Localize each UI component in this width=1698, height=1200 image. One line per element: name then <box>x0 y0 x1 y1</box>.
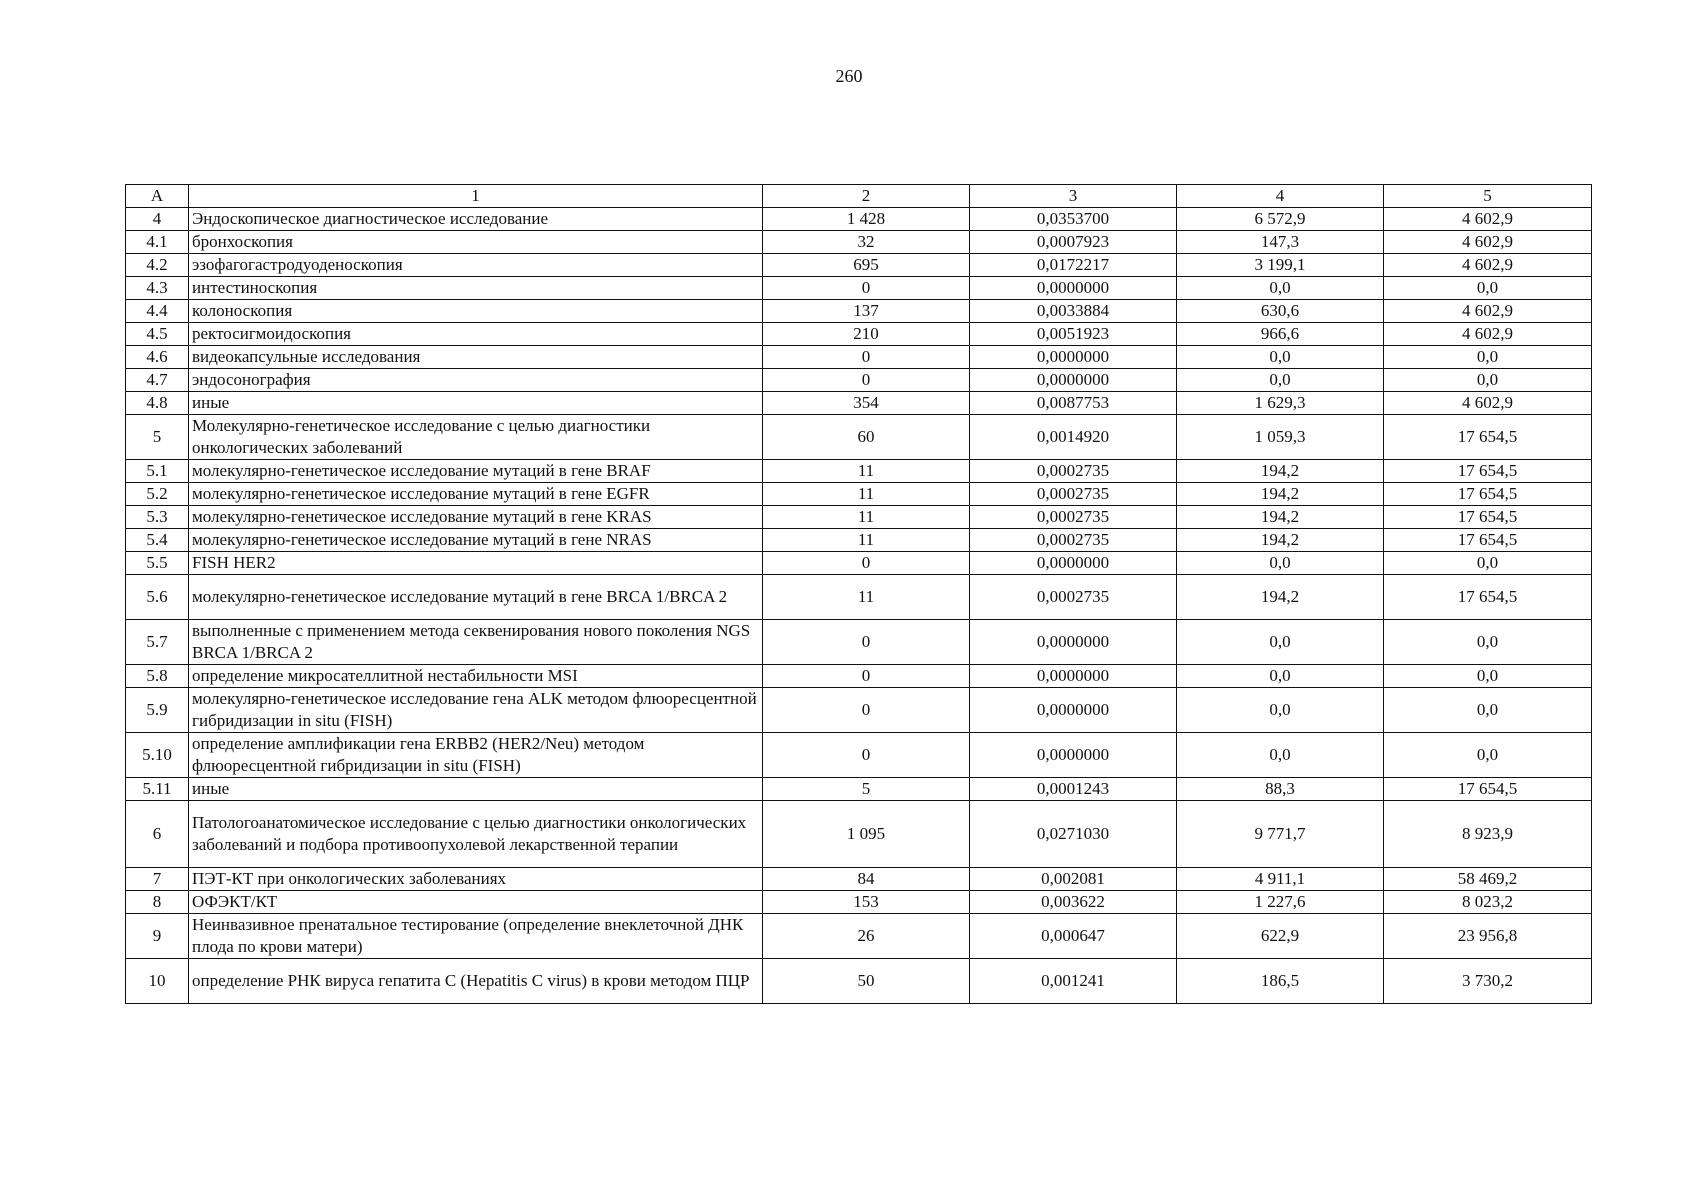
value-cell: 194,2 <box>1177 483 1384 506</box>
table-row <box>126 733 1592 778</box>
row-number-cell: 5.6 <box>126 575 189 620</box>
table-row <box>126 254 1592 277</box>
value-cell: 0,0002735 <box>970 529 1177 552</box>
value-cell: 0,0000000 <box>970 665 1177 688</box>
data-table <box>125 184 1592 1004</box>
value-cell: 1 629,3 <box>1177 392 1384 415</box>
row-number-cell: 4.6 <box>126 346 189 369</box>
value-cell: 4 911,1 <box>1177 868 1384 891</box>
row-number-cell: 4.4 <box>126 300 189 323</box>
table-row <box>126 277 1592 300</box>
row-number-cell: 5 <box>126 415 189 460</box>
value-cell: 0,003622 <box>970 891 1177 914</box>
value-cell: 0,0002735 <box>970 575 1177 620</box>
value-cell: 58 469,2 <box>1384 868 1592 891</box>
description-cell: эзофагогастродуоденоскопия <box>189 254 763 277</box>
value-cell: 11 <box>763 575 970 620</box>
value-cell: 0,0051923 <box>970 323 1177 346</box>
value-cell: 17 654,5 <box>1384 460 1592 483</box>
value-cell: 11 <box>763 506 970 529</box>
description-cell: FISH HER2 <box>189 552 763 575</box>
value-cell: 17 654,5 <box>1384 778 1592 801</box>
value-cell: 23 956,8 <box>1384 914 1592 959</box>
table-row <box>126 460 1592 483</box>
value-cell: 153 <box>763 891 970 914</box>
table-row <box>126 688 1592 733</box>
table-header-row <box>126 185 1592 208</box>
description-cell: молекулярно-генетическое исследование гена ALK методом флюоресцентной гибридизации in situ (FISH) <box>189 688 763 733</box>
value-cell: 4 602,9 <box>1384 392 1592 415</box>
description-cell: Патологоанатомическое исследование с целью диагностики онкологических заболеваний и подбора противоопухолевой лекарственной терапии <box>189 801 763 868</box>
description-cell: бронхоскопия <box>189 231 763 254</box>
value-cell: 0,0002735 <box>970 506 1177 529</box>
table-row <box>126 552 1592 575</box>
value-cell: 0,001241 <box>970 959 1177 1004</box>
row-number-cell: 5.7 <box>126 620 189 665</box>
row-number-cell: 4 <box>126 208 189 231</box>
value-cell: 4 602,9 <box>1384 300 1592 323</box>
value-cell: 0,0 <box>1177 733 1384 778</box>
value-cell: 194,2 <box>1177 460 1384 483</box>
value-cell: 17 654,5 <box>1384 575 1592 620</box>
value-cell: 17 654,5 <box>1384 506 1592 529</box>
value-cell: 0,0 <box>1384 665 1592 688</box>
value-cell: 3 730,2 <box>1384 959 1592 1004</box>
value-cell: 194,2 <box>1177 529 1384 552</box>
description-cell: молекулярно-генетическое исследование мутаций в гене BRCA 1/BRCA 2 <box>189 575 763 620</box>
row-number-cell: 5.10 <box>126 733 189 778</box>
description-cell: эндосонография <box>189 369 763 392</box>
value-cell: 0,0000000 <box>970 552 1177 575</box>
value-cell: 0,0 <box>1384 620 1592 665</box>
value-cell: 622,9 <box>1177 914 1384 959</box>
value-cell: 5 <box>763 778 970 801</box>
table-row <box>126 575 1592 620</box>
table-row <box>126 231 1592 254</box>
value-cell: 3 199,1 <box>1177 254 1384 277</box>
description-cell: ПЭТ-КТ при онкологических заболеваниях <box>189 868 763 891</box>
value-cell: 6 572,9 <box>1177 208 1384 231</box>
row-number-cell: 5.1 <box>126 460 189 483</box>
table-row <box>126 778 1592 801</box>
value-cell: 0,0001243 <box>970 778 1177 801</box>
row-number-cell: 4.1 <box>126 231 189 254</box>
row-number-cell: 5.9 <box>126 688 189 733</box>
table-row <box>126 801 1592 868</box>
row-number-cell: 4.8 <box>126 392 189 415</box>
value-cell: 88,3 <box>1177 778 1384 801</box>
value-cell: 1 428 <box>763 208 970 231</box>
description-cell: выполненные с применением метода секвенирования нового поколения NGS BRCA 1/BRCA 2 <box>189 620 763 665</box>
row-number-cell: 4.5 <box>126 323 189 346</box>
value-cell: 8 023,2 <box>1384 891 1592 914</box>
value-cell: 630,6 <box>1177 300 1384 323</box>
row-number-cell: 5.3 <box>126 506 189 529</box>
description-cell: ОФЭКТ/КТ <box>189 891 763 914</box>
table-row <box>126 392 1592 415</box>
row-number-cell: 5.2 <box>126 483 189 506</box>
value-cell: 9 771,7 <box>1177 801 1384 868</box>
table-row <box>126 369 1592 392</box>
row-number-cell: 4.7 <box>126 369 189 392</box>
value-cell: 50 <box>763 959 970 1004</box>
description-cell: Неинвазивное пренатальное тестирование (определение внеклеточной ДНК плода по крови матери) <box>189 914 763 959</box>
value-cell: 137 <box>763 300 970 323</box>
value-cell: 4 602,9 <box>1384 323 1592 346</box>
value-cell: 0,0353700 <box>970 208 1177 231</box>
value-cell: 60 <box>763 415 970 460</box>
value-cell: 26 <box>763 914 970 959</box>
row-number-cell: 4.3 <box>126 277 189 300</box>
value-cell: 0,0000000 <box>970 277 1177 300</box>
header-cell: 1 <box>189 185 763 208</box>
table-row <box>126 483 1592 506</box>
value-cell: 0,0 <box>1384 688 1592 733</box>
description-cell: иные <box>189 392 763 415</box>
value-cell: 210 <box>763 323 970 346</box>
table-row <box>126 665 1592 688</box>
value-cell: 194,2 <box>1177 506 1384 529</box>
value-cell: 0,0033884 <box>970 300 1177 323</box>
value-cell: 4 602,9 <box>1384 208 1592 231</box>
value-cell: 0,0000000 <box>970 369 1177 392</box>
value-cell: 17 654,5 <box>1384 415 1592 460</box>
header-cell: 3 <box>970 185 1177 208</box>
row-number-cell: 5.8 <box>126 665 189 688</box>
description-cell: определение микросателлитной нестабильности MSI <box>189 665 763 688</box>
row-number-cell: 6 <box>126 801 189 868</box>
value-cell: 147,3 <box>1177 231 1384 254</box>
table-row <box>126 415 1592 460</box>
row-number-cell: 5.11 <box>126 778 189 801</box>
value-cell: 4 602,9 <box>1384 231 1592 254</box>
header-cell: 2 <box>763 185 970 208</box>
value-cell: 0,0 <box>1177 552 1384 575</box>
header-cell: А <box>126 185 189 208</box>
value-cell: 0,0 <box>1384 369 1592 392</box>
row-number-cell: 9 <box>126 914 189 959</box>
value-cell: 0 <box>763 733 970 778</box>
value-cell: 11 <box>763 460 970 483</box>
value-cell: 1 095 <box>763 801 970 868</box>
header-cell: 5 <box>1384 185 1592 208</box>
value-cell: 0,0000000 <box>970 346 1177 369</box>
table-row <box>126 959 1592 1004</box>
row-number-cell: 5.4 <box>126 529 189 552</box>
value-cell: 0 <box>763 665 970 688</box>
value-cell: 0,000647 <box>970 914 1177 959</box>
value-cell: 695 <box>763 254 970 277</box>
row-number-cell: 4.2 <box>126 254 189 277</box>
value-cell: 11 <box>763 529 970 552</box>
value-cell: 0,0007923 <box>970 231 1177 254</box>
table-row <box>126 868 1592 891</box>
description-cell: молекулярно-генетическое исследование мутаций в гене EGFR <box>189 483 763 506</box>
value-cell: 0,0 <box>1384 277 1592 300</box>
value-cell: 194,2 <box>1177 575 1384 620</box>
value-cell: 0,0172217 <box>970 254 1177 277</box>
table-row <box>126 323 1592 346</box>
value-cell: 0,0014920 <box>970 415 1177 460</box>
table-row <box>126 914 1592 959</box>
value-cell: 17 654,5 <box>1384 529 1592 552</box>
description-cell: видеокапсульные исследования <box>189 346 763 369</box>
header-cell: 4 <box>1177 185 1384 208</box>
page-number: 260 <box>835 66 863 86</box>
table-row <box>126 208 1592 231</box>
row-number-cell: 10 <box>126 959 189 1004</box>
value-cell: 0 <box>763 277 970 300</box>
value-cell: 11 <box>763 483 970 506</box>
table-row <box>126 620 1592 665</box>
value-cell: 0,0002735 <box>970 483 1177 506</box>
value-cell: 0,0 <box>1384 346 1592 369</box>
value-cell: 0 <box>763 620 970 665</box>
description-cell: Эндоскопическое диагностическое исследование <box>189 208 763 231</box>
description-cell: Молекулярно-генетическое исследование с целью диагностики онкологических заболеваний <box>189 415 763 460</box>
value-cell: 0 <box>763 369 970 392</box>
description-cell: иные <box>189 778 763 801</box>
value-cell: 354 <box>763 392 970 415</box>
value-cell: 186,5 <box>1177 959 1384 1004</box>
value-cell: 0,0087753 <box>970 392 1177 415</box>
value-cell: 0,0 <box>1177 688 1384 733</box>
row-number-cell: 7 <box>126 868 189 891</box>
value-cell: 8 923,9 <box>1384 801 1592 868</box>
value-cell: 0,0 <box>1177 665 1384 688</box>
value-cell: 0,0002735 <box>970 460 1177 483</box>
value-cell: 0,0271030 <box>970 801 1177 868</box>
description-cell: ректосигмоидоскопия <box>189 323 763 346</box>
table-row <box>126 346 1592 369</box>
value-cell: 0,0000000 <box>970 688 1177 733</box>
value-cell: 1 059,3 <box>1177 415 1384 460</box>
value-cell: 1 227,6 <box>1177 891 1384 914</box>
row-number-cell: 5.5 <box>126 552 189 575</box>
value-cell: 0 <box>763 552 970 575</box>
table-row <box>126 300 1592 323</box>
table-row <box>126 891 1592 914</box>
description-cell: определение амплификации гена ERBB2 (HER2/Neu) методом флюоресцентной гибридизации in situ (FISH) <box>189 733 763 778</box>
value-cell: 0,0 <box>1177 369 1384 392</box>
description-cell: молекулярно-генетическое исследование мутаций в гене NRAS <box>189 529 763 552</box>
description-cell: колоноскопия <box>189 300 763 323</box>
value-cell: 32 <box>763 231 970 254</box>
value-cell: 4 602,9 <box>1384 254 1592 277</box>
value-cell: 0,0 <box>1177 346 1384 369</box>
value-cell: 0,0 <box>1384 733 1592 778</box>
table-row <box>126 529 1592 552</box>
value-cell: 0,0 <box>1177 620 1384 665</box>
value-cell: 17 654,5 <box>1384 483 1592 506</box>
value-cell: 966,6 <box>1177 323 1384 346</box>
description-cell: определение РНК вируса гепатита С (Hepatitis C virus) в крови методом ПЦР <box>189 959 763 1004</box>
description-cell: молекулярно-генетическое исследование мутаций в гене KRAS <box>189 506 763 529</box>
description-cell: молекулярно-генетическое исследование мутаций в гене BRAF <box>189 460 763 483</box>
value-cell: 0,0 <box>1384 552 1592 575</box>
value-cell: 0 <box>763 346 970 369</box>
row-number-cell: 8 <box>126 891 189 914</box>
value-cell: 0,002081 <box>970 868 1177 891</box>
description-cell: интестиноскопия <box>189 277 763 300</box>
value-cell: 0,0 <box>1177 277 1384 300</box>
value-cell: 0 <box>763 688 970 733</box>
value-cell: 84 <box>763 868 970 891</box>
table-row <box>126 506 1592 529</box>
value-cell: 0,0000000 <box>970 620 1177 665</box>
value-cell: 0,0000000 <box>970 733 1177 778</box>
